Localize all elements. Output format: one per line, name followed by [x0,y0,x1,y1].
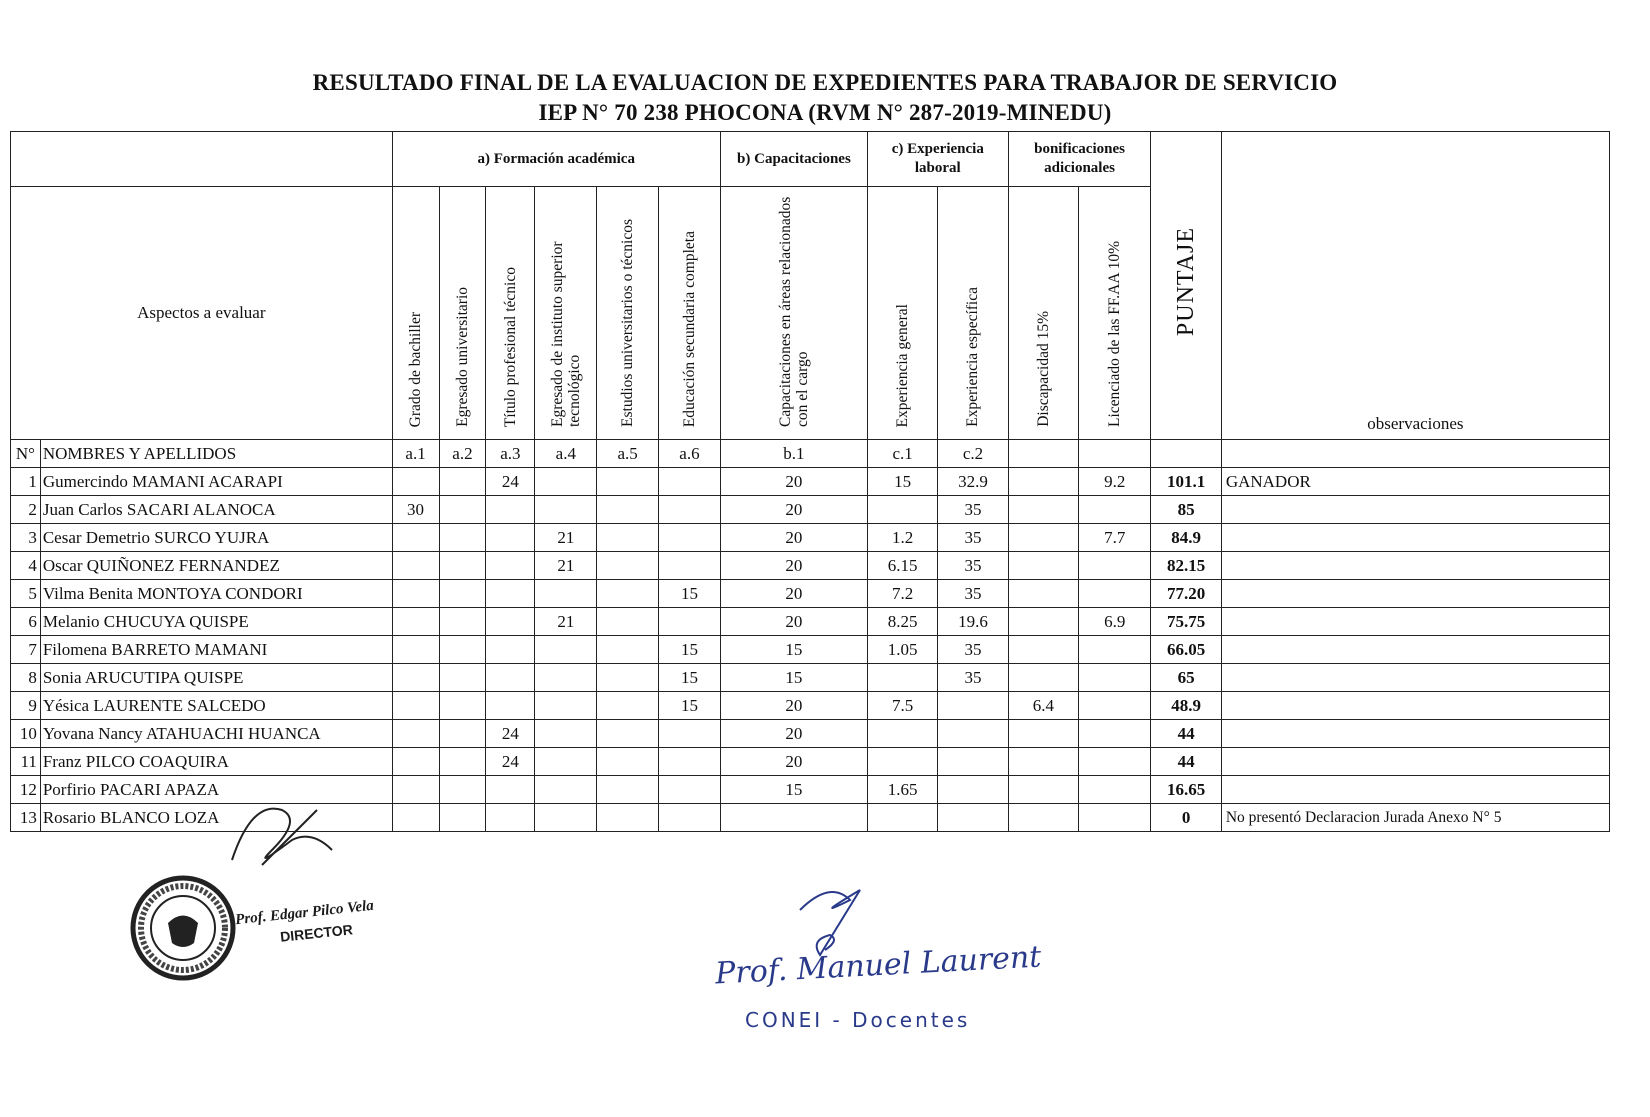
header-blank [11,132,393,187]
score-cell [597,804,659,832]
row-number: 9 [11,692,41,720]
candidate-name: Oscar QUIÑONEZ FERNANDEZ [40,552,392,580]
score-cell [439,664,486,692]
score-cell [659,776,721,804]
score-cell [535,692,597,720]
score-cell [486,776,535,804]
score-cell [659,552,721,580]
score-cell: 21 [535,524,597,552]
score-cell: 24 [486,748,535,776]
score-cell [486,804,535,832]
score-cell: 1.05 [867,636,937,664]
criterion-code: a.1 [392,440,439,468]
score-cell [1008,496,1078,524]
candidate-name: Yésica LAURENTE SALCEDO [40,692,392,720]
score-cell [938,776,1008,804]
puntaje-cell: 48.9 [1151,692,1221,720]
score-cell [1008,804,1078,832]
criterion-code: c.1 [867,440,937,468]
score-cell [1008,552,1078,580]
score-cell [392,776,439,804]
score-cell: 6.4 [1008,692,1078,720]
table-row [11,748,1610,776]
table-row [11,720,1610,748]
score-cell [597,664,659,692]
table-row [11,468,1610,496]
criterion-label: Título profesional técnico [501,266,519,427]
criterion-header [659,187,721,440]
score-cell [486,580,535,608]
observation-cell: GANADOR [1221,468,1609,496]
table-row [11,580,1610,608]
score-cell [597,692,659,720]
candidate-name: Juan Carlos SACARI ALANOCA [40,496,392,524]
score-cell [1008,776,1078,804]
score-cell [597,524,659,552]
seal-stamp [128,873,238,983]
score-cell [392,468,439,496]
score-cell: 6.15 [867,552,937,580]
score-cell: 20 [720,748,867,776]
score-cell: 30 [392,496,439,524]
criterion-label: Estudios universitarios o técnicos [619,219,637,427]
puntaje-cell: 77.20 [1151,580,1221,608]
score-cell: 20 [720,468,867,496]
criterion-code: a.2 [439,440,486,468]
score-cell [535,720,597,748]
score-cell: 15 [659,636,721,664]
score-cell [392,720,439,748]
score-cell: 1.2 [867,524,937,552]
score-cell [1078,692,1150,720]
puntaje-cell: 85 [1151,496,1221,524]
candidate-name: Filomena BARRETO MAMANI [40,636,392,664]
score-cell [597,748,659,776]
observation-cell [1221,608,1609,636]
score-cell: 35 [938,664,1008,692]
criterion-label: Capacitaciones en áreas relacionados con el cargo [776,196,811,427]
code-obs-blank [1221,440,1609,468]
score-cell [597,608,659,636]
score-cell [439,692,486,720]
table-body [11,468,1610,832]
score-cell [439,720,486,748]
score-cell [659,720,721,748]
score-cell [392,524,439,552]
criterion-label: Egresado universitario [453,287,471,427]
score-cell [439,496,486,524]
row-number: 11 [11,748,41,776]
score-cell: 35 [938,552,1008,580]
score-cell [439,468,486,496]
puntaje-header: PUNTAJE [1151,132,1221,440]
criterion-header [535,187,597,440]
director-signature-scribble [222,790,342,880]
score-cell [439,608,486,636]
table-row [11,692,1610,720]
candidate-name: Vilma Benita MONTOYA CONDORI [40,580,392,608]
score-cell [1008,468,1078,496]
score-cell [1008,524,1078,552]
score-cell: 9.2 [1078,468,1150,496]
score-cell [535,804,597,832]
score-cell [392,748,439,776]
conei-name: Prof. Manuel Laurent [714,939,1043,992]
score-cell [597,776,659,804]
candidate-name: Porfirio PACARI APAZA [40,776,392,804]
score-cell [597,636,659,664]
document-subtitle: IEP N° 70 238 PHOCONA (RVM N° 287-2019-MINEDU) [538,100,1112,125]
score-cell [938,748,1008,776]
observaciones-header: observaciones [1221,132,1609,440]
score-cell [1008,580,1078,608]
code-row [11,440,1610,468]
observation-cell [1221,720,1609,748]
observation-cell [1221,496,1609,524]
table-row [11,496,1610,524]
score-cell [439,804,486,832]
score-cell: 21 [535,608,597,636]
score-cell [659,804,721,832]
observation-cell: No presentó Declaracion Jurada Anexo N° 5 [1221,804,1609,832]
score-cell [535,664,597,692]
score-cell [938,720,1008,748]
puntaje-cell: 75.75 [1151,608,1221,636]
score-cell [486,496,535,524]
criterion-code: c.2 [938,440,1008,468]
criterion-label: Grado de bachiller [407,311,425,427]
document-title: RESULTADO FINAL DE LA EVALUACION DE EXPEDIENTES PARA TRABAJOR DE SERVICIO [312,70,1338,95]
candidate-name: Melanio CHUCUYA QUISPE [40,608,392,636]
criterion-code: a.4 [535,440,597,468]
row-number: 1 [11,468,41,496]
table-row [11,664,1610,692]
criterion-label: Egresado de instituto superior tecnológico [548,241,583,427]
criterion-header [720,187,867,440]
score-cell [938,804,1008,832]
puntaje-cell: 66.05 [1151,636,1221,664]
criterion-header [392,187,439,440]
criterion-label: Licenciado de las FF.AA 10% [1106,240,1124,427]
candidate-name: Franz PILCO COAQUIRA [40,748,392,776]
score-cell [535,748,597,776]
score-cell: 35 [938,524,1008,552]
score-cell [938,692,1008,720]
score-cell [486,524,535,552]
score-cell [1078,552,1150,580]
score-cell [486,692,535,720]
observation-cell [1221,692,1609,720]
score-cell: 15 [720,636,867,664]
criterion-header [1078,187,1150,440]
candidate-name: Sonia ARUCUTIPA QUISPE [40,664,392,692]
criterion-header [486,187,535,440]
row-number: 8 [11,664,41,692]
score-cell [1078,748,1150,776]
score-cell: 15 [720,664,867,692]
puntaje-cell: 82.15 [1151,552,1221,580]
score-cell [597,720,659,748]
score-cell [597,496,659,524]
score-cell: 20 [720,692,867,720]
score-cell [1008,664,1078,692]
table-row [11,608,1610,636]
score-cell [659,608,721,636]
score-cell: 20 [720,720,867,748]
score-cell [1078,664,1150,692]
score-cell [486,608,535,636]
score-cell [659,468,721,496]
score-cell: 15 [720,776,867,804]
candidate-name: Yovana Nancy ATAHUACHI HUANCA [40,720,392,748]
score-cell: 20 [720,580,867,608]
score-cell: 24 [486,720,535,748]
score-cell [1078,804,1150,832]
score-cell: 7.5 [867,692,937,720]
score-cell: 21 [535,552,597,580]
table-row [11,552,1610,580]
puntaje-cell: 16.65 [1151,776,1221,804]
criterion-code: a.5 [597,440,659,468]
conei-role: CONEI - Docentes [745,1008,971,1032]
score-cell [1078,580,1150,608]
score-cell: 20 [720,496,867,524]
score-cell: 35 [938,636,1008,664]
score-cell [867,804,937,832]
score-cell [659,496,721,524]
observation-cell [1221,636,1609,664]
observation-cell [1221,524,1609,552]
score-cell [867,664,937,692]
score-cell [486,636,535,664]
score-cell: 35 [938,580,1008,608]
score-cell [867,720,937,748]
observation-cell [1221,552,1609,580]
criterion-header [938,187,1008,440]
puntaje-cell: 44 [1151,720,1221,748]
group-formacion: a) Formación académica [392,132,720,187]
score-cell: 15 [659,692,721,720]
score-cell: 19.6 [938,608,1008,636]
score-cell [392,608,439,636]
score-cell [535,636,597,664]
score-cell [867,748,937,776]
code-puntaje-blank [1151,440,1221,468]
table-row [11,524,1610,552]
score-cell [392,552,439,580]
score-cell [659,524,721,552]
criterion-code [1078,440,1150,468]
score-cell [535,776,597,804]
row-number: 2 [11,496,41,524]
criterion-label: Experiencia general [894,303,912,427]
score-cell: 20 [720,552,867,580]
criterion-label: Educación secundaria completa [680,230,698,427]
group-capacitaciones: b) Capacitaciones [720,132,867,187]
no-label: N° [11,440,41,468]
score-cell: 6.9 [1078,608,1150,636]
score-cell [439,776,486,804]
row-number: 5 [11,580,41,608]
score-cell: 15 [659,664,721,692]
criterion-code [1008,440,1078,468]
score-cell [486,664,535,692]
group-bonificaciones: bonificaciones adicionales [1008,132,1151,187]
score-cell [439,580,486,608]
puntaje-cell: 84.9 [1151,524,1221,552]
score-cell [486,552,535,580]
table-row [11,636,1610,664]
score-cell [439,552,486,580]
score-cell [597,580,659,608]
score-cell [1078,720,1150,748]
score-cell [597,468,659,496]
criterion-code: a.6 [659,440,721,468]
score-cell [1078,496,1150,524]
observation-cell [1221,776,1609,804]
criterion-header [597,187,659,440]
score-cell [1008,608,1078,636]
score-cell [867,496,937,524]
score-cell [597,552,659,580]
score-cell [392,692,439,720]
score-cell: 7.7 [1078,524,1150,552]
score-cell [720,804,867,832]
score-cell: 8.25 [867,608,937,636]
director-role: DIRECTOR [279,921,354,945]
criterion-label: Discapacidad 15% [1034,311,1052,427]
row-number: 12 [11,776,41,804]
score-cell: 20 [720,524,867,552]
criterion-code: b.1 [720,440,867,468]
score-cell [1008,636,1078,664]
aspectos-label: Aspectos a evaluar [11,187,393,440]
score-cell [439,524,486,552]
observation-cell [1221,580,1609,608]
score-cell: 32.9 [938,468,1008,496]
score-cell: 15 [867,468,937,496]
candidate-name: Rosario BLANCO LOZA [40,804,392,832]
score-cell [659,748,721,776]
score-cell [392,664,439,692]
score-cell [1008,720,1078,748]
puntaje-cell: 101.1 [1151,468,1221,496]
score-cell [392,804,439,832]
score-cell [535,496,597,524]
group-experiencia: c) Experiencia laboral [867,132,1008,187]
nombres-label: NOMBRES Y APELLIDOS [40,440,392,468]
observation-cell [1221,748,1609,776]
director-name: Prof. Edgar Pilco Vela [234,897,375,929]
score-cell [1008,748,1078,776]
score-cell: 35 [938,496,1008,524]
puntaje-cell: 65 [1151,664,1221,692]
score-cell: 1.65 [867,776,937,804]
score-cell: 7.2 [867,580,937,608]
candidate-name: Gumercindo MAMANI ACARAPI [40,468,392,496]
row-number: 10 [11,720,41,748]
score-cell [392,636,439,664]
score-cell [535,580,597,608]
score-cell [1078,636,1150,664]
criterion-header [439,187,486,440]
observation-cell [1221,664,1609,692]
score-cell [439,636,486,664]
evaluation-table [10,131,1610,832]
row-number: 6 [11,608,41,636]
criterion-code: a.3 [486,440,535,468]
candidate-name: Cesar Demetrio SURCO YUJRA [40,524,392,552]
row-number: 13 [11,804,41,832]
score-cell [1078,776,1150,804]
row-number: 7 [11,636,41,664]
score-cell [439,748,486,776]
row-number: 4 [11,552,41,580]
score-cell [392,580,439,608]
score-cell: 20 [720,608,867,636]
puntaje-cell: 44 [1151,748,1221,776]
criterion-header [867,187,937,440]
row-number: 3 [11,524,41,552]
score-cell: 15 [659,580,721,608]
score-cell [535,468,597,496]
puntaje-cell: 0 [1151,804,1221,832]
score-cell: 24 [486,468,535,496]
group-header-row [11,132,1610,187]
criterion-label: Experiencia específica [964,287,982,427]
criterion-header [1008,187,1078,440]
